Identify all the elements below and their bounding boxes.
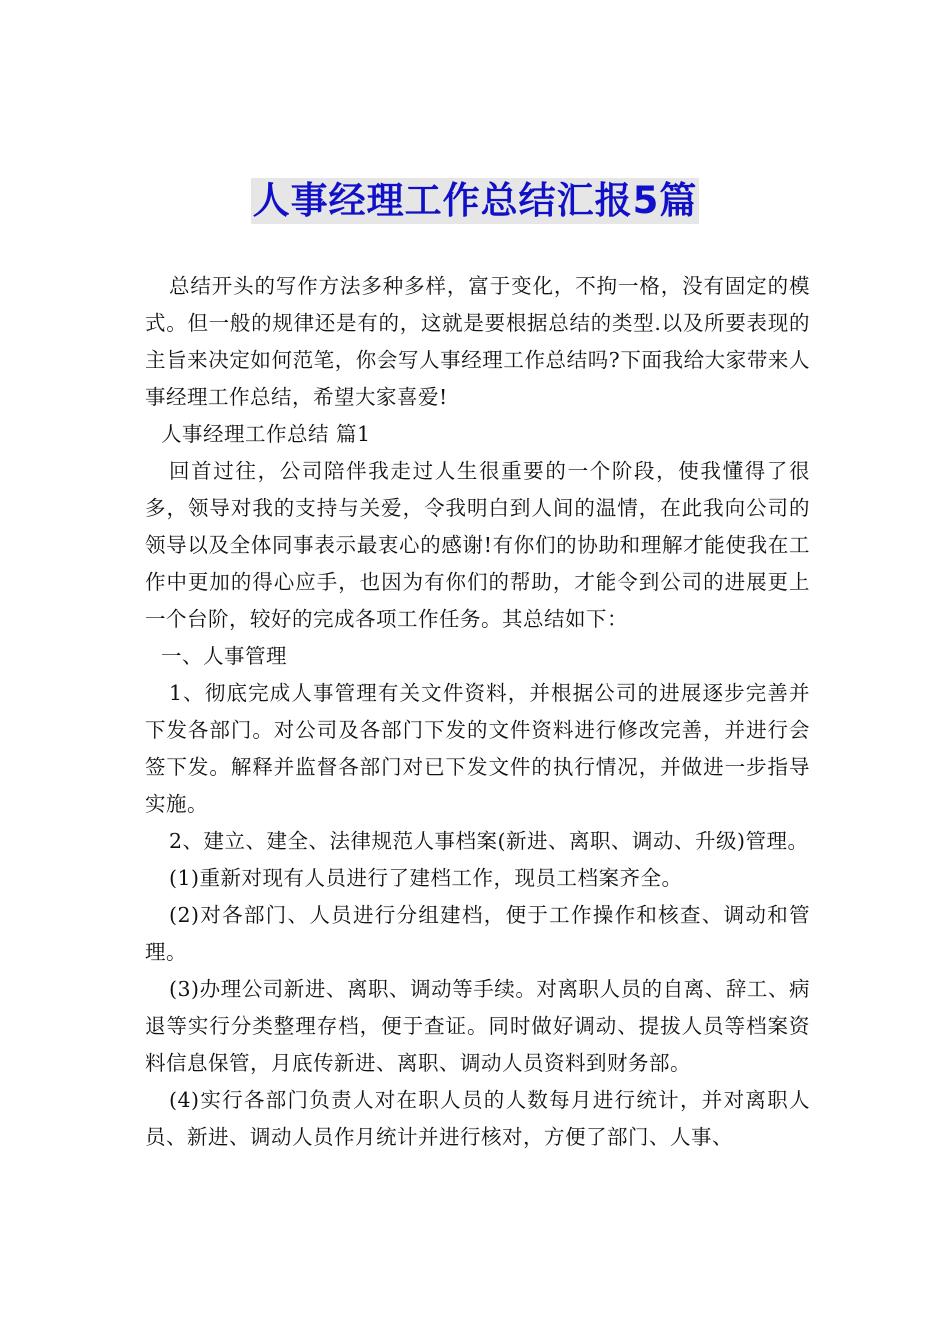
list-item: (4)实行各部门负责人对在职人员的人数每月进行统计，并对离职人员、新进、调动人员作月统计并进行核对，方便了部门、人事、: [145, 1088, 810, 1149]
subsection-heading: 一、人事管理: [161, 644, 287, 668]
intro-paragraph: 总结开头的写作方法多种多样，富于变化，不拘一格，没有固定的模式。但一般的规律还是有的，这就是要根据总结的类型.以及所要表现的主旨来决定如何范笔，你会写人事经理工作总结吗?下面我给大家带来人事经理工作总结，希望大家喜爱!: [145, 274, 810, 409]
body-paragraph: 回首过往，公司陪伴我走过人生很重要的一个阶段，使我懂得了很多，领导对我的支持与关爱，令我明白到人间的温情，在此我向公司的领导以及全体同事表示最衷心的感谢!有你们的协助和理解才能使我在工作中更加的得心应手，也因为有你们的帮助，才能令到公司的进展更上一个台阶，较好的完成各项工作任务。其总结如下：: [145, 459, 810, 631]
document-body: [145, 268, 810, 1156]
title-container: [0, 178, 950, 224]
list-item: (2)对各部门、人员进行分组建档，便于工作操作和核查、调动和管理。: [145, 903, 810, 964]
section-heading: 人事经理工作总结 篇1: [161, 422, 371, 446]
list-item: (1)重新对现有人员进行了建档工作，现员工档案齐全。: [169, 866, 683, 890]
body-paragraph: 1、彻底完成人事管理有关文件资料，并根据公司的进展逐步完善并下发各部门。对公司及各部门下发的文件资料进行修改完善，并进行会签下发。解释并监督各部门对已下发文件的执行情况，并做进一步指导实施。: [145, 681, 810, 816]
list-item: (3)办理公司新进、离职、调动等手续。对离职人员的自离、辞工、病退等实行分类整理存档，便于查证。同时做好调动、提拔人员等档案资料信息保管，月底传新进、离职、调动人员资料到财务部。: [145, 977, 810, 1075]
body-paragraph: 2、建立、建全、法律规范人事档案(新进、离职、调动、升级)管理。: [169, 829, 809, 853]
document-title: 人事经理工作总结汇报5篇: [252, 179, 698, 222]
